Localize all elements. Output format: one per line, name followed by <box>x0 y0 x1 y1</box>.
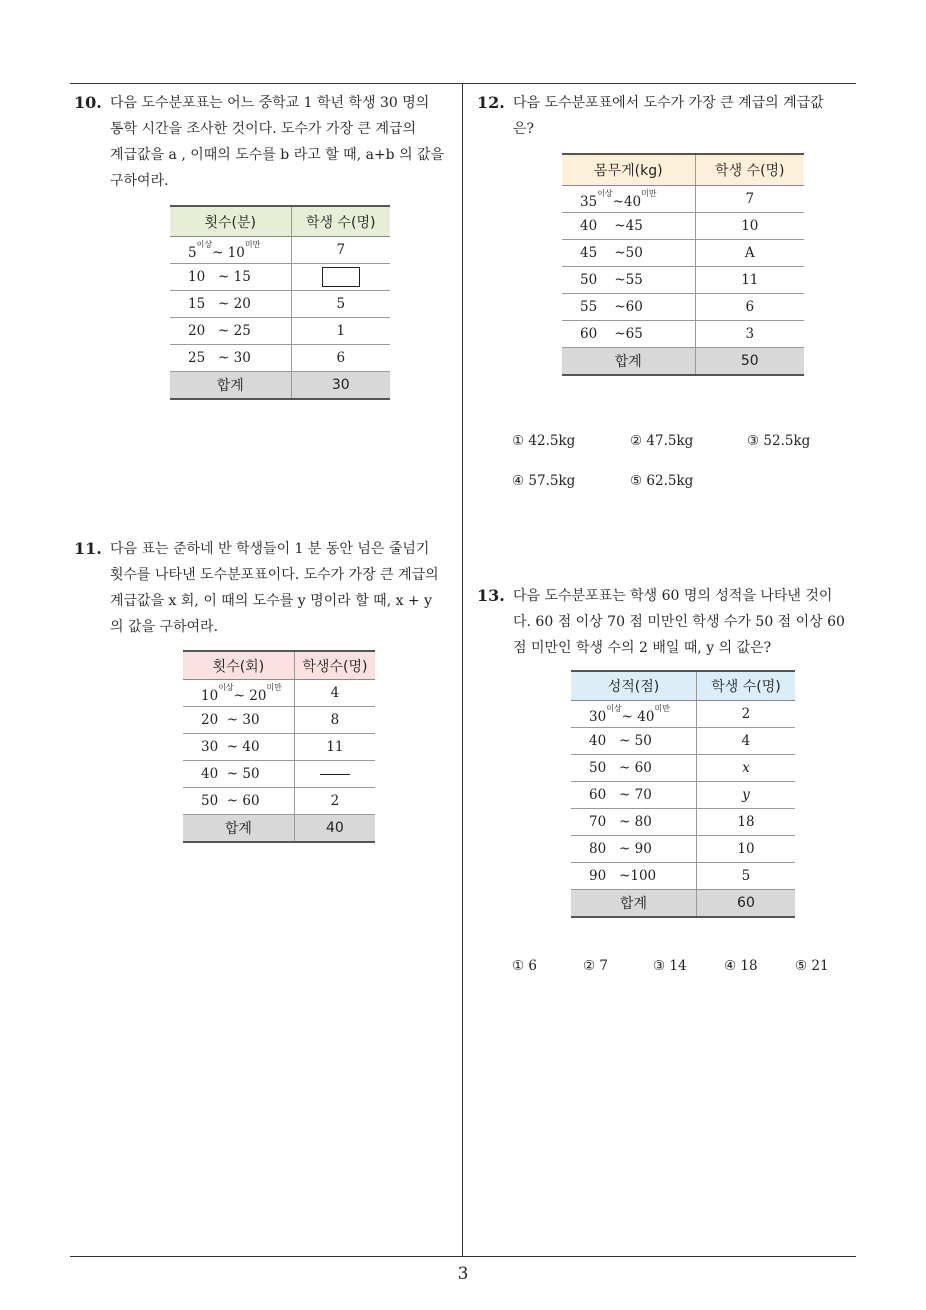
class-interval: 60 ~65 <box>562 321 695 348</box>
frequency-cell: 6 <box>291 345 390 372</box>
table-row <box>170 318 390 345</box>
page-number: 3 <box>457 1264 469 1284</box>
class-interval: 60 ~ 70 <box>571 782 696 809</box>
frequency-cell <box>294 761 375 788</box>
class-interval: 10 ~ 15 <box>170 264 291 291</box>
table-row <box>183 761 375 788</box>
frequency-table-13 <box>571 670 795 918</box>
choice-4[interactable]: ④ 57.5kg <box>512 473 576 489</box>
table-header-row <box>562 154 804 186</box>
problem-13 <box>477 583 863 661</box>
table-row <box>562 186 804 213</box>
frequency-cell: 2 <box>696 701 795 728</box>
text-line: 다음 도수분포표는 어느 중학교 1 학년 학생 30 명의 <box>110 95 430 111</box>
problem-text <box>477 583 863 661</box>
total-row <box>183 815 375 843</box>
blank-answer-box <box>322 267 360 287</box>
total-label: 합계 <box>571 890 696 918</box>
table-row <box>562 321 804 348</box>
table-row <box>170 345 390 372</box>
problem-11 <box>74 536 460 640</box>
class-interval: $35^{이상}\sim 40^{미만}$ <box>562 186 695 213</box>
problem-number: 10. <box>74 93 102 112</box>
frequency-table-12 <box>562 153 804 376</box>
class-interval: 90 ~100 <box>571 863 696 890</box>
table-row <box>183 707 375 734</box>
problem-text <box>477 90 863 142</box>
class-interval: 40 ~ 50 <box>183 761 294 788</box>
frequency-cell: 3 <box>695 321 804 348</box>
table-row <box>571 782 795 809</box>
frequency-cell <box>291 264 390 291</box>
class-interval: $5^{이상}\sim$ $10^{미만}$ <box>170 237 291 264</box>
class-interval: 45 ~50 <box>562 240 695 267</box>
problem-10 <box>74 90 460 194</box>
frequency-cell: 7 <box>695 186 804 213</box>
text-line: 구하여라. <box>110 173 169 189</box>
text-line: 통학 시간을 조사한 것이다. 도수가 가장 큰 계급의 <box>110 121 417 137</box>
table-row <box>571 836 795 863</box>
choice-3[interactable]: ③ 14 <box>653 958 687 974</box>
choice-5[interactable]: ⑤ 62.5kg <box>630 473 694 489</box>
column-header: 횟수(회) <box>183 651 294 680</box>
text-line: 다. 60 점 이상 70 점 미만인 학생 수가 50 점 이상 60 <box>513 614 845 630</box>
total-row <box>571 890 795 918</box>
column-header: 몸무게(kg) <box>562 154 695 186</box>
problem-text <box>74 90 460 194</box>
class-interval: 20 ~ 25 <box>170 318 291 345</box>
choice-3[interactable]: ③ 52.5kg <box>747 433 811 449</box>
frequency-cell: 6 <box>695 294 804 321</box>
text-line: 계급값을 x 회, 이 때의 도수를 y 명이라 할 때, x + y <box>110 593 433 609</box>
frequency-cell: 1 <box>291 318 390 345</box>
table-row <box>571 701 795 728</box>
total-row <box>562 348 804 376</box>
frequency-cell: x <box>696 755 795 782</box>
class-interval: 40 ~ 50 <box>571 728 696 755</box>
frequency-cell: A <box>695 240 804 267</box>
class-interval: 50 ~ 60 <box>183 788 294 815</box>
frequency-cell: 4 <box>294 680 375 707</box>
table-header-row <box>183 651 375 680</box>
problem-number: 12. <box>477 93 505 112</box>
choice-1[interactable]: ① 6 <box>512 958 537 974</box>
table-row <box>562 240 804 267</box>
frequency-table-11 <box>183 650 375 843</box>
column-divider <box>462 83 463 1257</box>
frequency-cell: 11 <box>695 267 804 294</box>
text-line: 의 값을 구하여라. <box>110 619 219 635</box>
total-row <box>170 372 390 400</box>
class-interval: 25 ~ 30 <box>170 345 291 372</box>
class-interval: 15 ~ 20 <box>170 291 291 318</box>
problem-text <box>74 536 460 640</box>
total-label: 합계 <box>170 372 291 400</box>
frequency-cell: 5 <box>291 291 390 318</box>
text-line: 은? <box>513 121 535 137</box>
column-header: 학생수(명) <box>294 651 375 680</box>
frequency-cell: 18 <box>696 809 795 836</box>
table-row <box>571 728 795 755</box>
total-value: 50 <box>695 348 804 376</box>
table-row <box>170 264 390 291</box>
class-interval: 40 ~45 <box>562 213 695 240</box>
text-line: 다음 표는 준하네 반 학생들이 1 분 동안 넘은 줄넘기 <box>110 541 430 557</box>
choice-2[interactable]: ② 7 <box>583 958 608 974</box>
problem-number: 11. <box>74 539 102 558</box>
class-interval: 50 ~55 <box>562 267 695 294</box>
total-value: 60 <box>696 890 795 918</box>
frequency-cell: 5 <box>696 863 795 890</box>
class-interval: 50 ~ 60 <box>571 755 696 782</box>
class-interval: 55 ~60 <box>562 294 695 321</box>
table-row <box>183 680 375 707</box>
frequency-cell: 11 <box>294 734 375 761</box>
total-label: 합계 <box>183 815 294 843</box>
class-interval: 80 ~ 90 <box>571 836 696 863</box>
column-header: 학생 수(명) <box>291 206 390 237</box>
table-row <box>571 755 795 782</box>
text-line: 계급값을 a , 이때의 도수를 b 라고 할 때, a+b 의 값을 <box>110 147 445 163</box>
table-row <box>183 734 375 761</box>
column-header: 횟수(분) <box>170 206 291 237</box>
class-interval: $30^{이상}\sim$ $40^{미만}$ <box>571 701 696 728</box>
class-interval: 20 ~ 30 <box>183 707 294 734</box>
table-header-row <box>170 206 390 237</box>
blank-answer-line <box>320 774 350 775</box>
table-row <box>562 267 804 294</box>
frequency-cell: y <box>696 782 795 809</box>
problem-12 <box>477 90 863 142</box>
table-header-row <box>571 671 795 701</box>
table-row <box>571 863 795 890</box>
table-row <box>170 291 390 318</box>
table-row <box>562 213 804 240</box>
problem-number: 13. <box>477 586 505 605</box>
frequency-cell: 7 <box>291 237 390 264</box>
text-line: 다음 도수분포표는 학생 60 명의 성적을 나타낸 것이 <box>513 588 833 604</box>
text-line: 점 미만인 학생 수의 2 배일 때, y 의 값은? <box>513 640 772 656</box>
table-row <box>183 788 375 815</box>
choice-1[interactable]: ① 42.5kg <box>512 433 576 449</box>
table-row <box>571 809 795 836</box>
frequency-cell: 2 <box>294 788 375 815</box>
class-interval: 70 ~ 80 <box>571 809 696 836</box>
choice-2[interactable]: ② 47.5kg <box>630 433 694 449</box>
frequency-cell: 10 <box>695 213 804 240</box>
frequency-cell: 4 <box>696 728 795 755</box>
choices-13 <box>512 958 852 982</box>
choices-12 <box>512 433 852 503</box>
text-line: 횟수를 나타낸 도수분포표이다. 도수가 가장 큰 계급의 <box>110 567 439 583</box>
bottom-rule <box>70 1256 856 1257</box>
column-header: 성적(점) <box>571 671 696 701</box>
table-row <box>170 237 390 264</box>
class-interval: 30 ~ 40 <box>183 734 294 761</box>
table-row <box>562 294 804 321</box>
frequency-cell: 8 <box>294 707 375 734</box>
text-line: 다음 도수분포표에서 도수가 가장 큰 계급의 계급값 <box>513 95 824 111</box>
top-rule <box>70 83 856 84</box>
class-interval: $10^{이상}\sim$ $20^{미만}$ <box>183 680 294 707</box>
total-value: 40 <box>294 815 375 843</box>
choice-4[interactable]: ④ 18 <box>724 958 758 974</box>
frequency-table-10 <box>170 205 390 400</box>
choice-5[interactable]: ⑤ 21 <box>795 958 829 974</box>
frequency-cell: 10 <box>696 836 795 863</box>
total-value: 30 <box>291 372 390 400</box>
column-header: 학생 수(명) <box>696 671 795 701</box>
column-header: 학생 수(명) <box>695 154 804 186</box>
total-label: 합계 <box>562 348 695 376</box>
